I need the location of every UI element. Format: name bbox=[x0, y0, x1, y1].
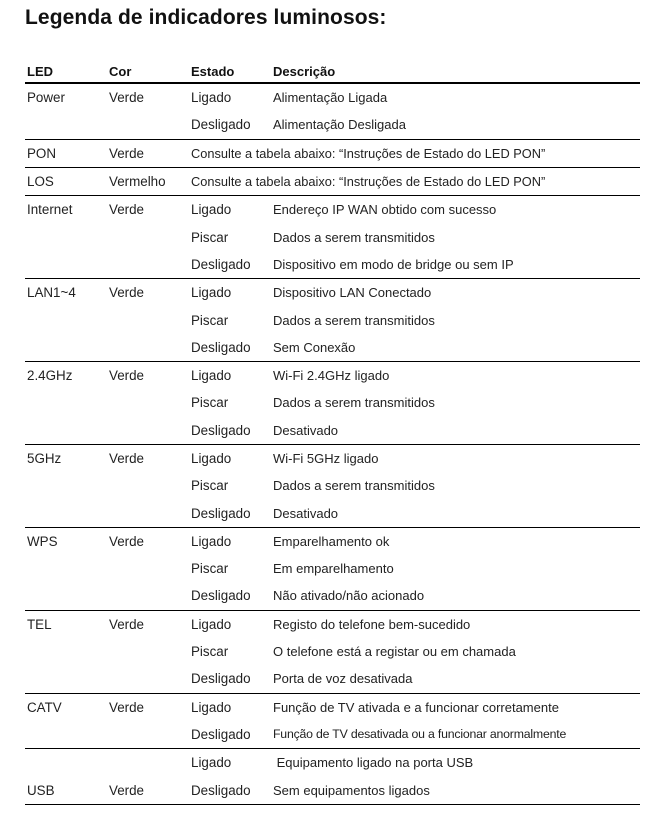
cell-led bbox=[25, 223, 107, 250]
cell-note: Consulte a tabela abaixo: “Instruções de Estado do LED PON” bbox=[189, 167, 640, 195]
cell-descricao: Dispositivo LAN Conectado bbox=[273, 285, 432, 301]
cell-descricao: Registo do telefone bem-sucedido bbox=[273, 616, 471, 632]
cell-led bbox=[25, 111, 107, 139]
cell-led bbox=[25, 389, 107, 416]
cell-descricao: Dispositivo em modo de bridge ou sem IP bbox=[271, 251, 640, 279]
cell-cor: Verde bbox=[109, 616, 144, 632]
cell-cor: Vermelho bbox=[107, 167, 189, 195]
cell-descricao: Alimentação Ligada bbox=[273, 90, 388, 106]
cell-descricao: Wi-Fi 5GHz ligado bbox=[273, 451, 379, 466]
cell-led: LAN1~4 bbox=[27, 285, 76, 301]
cell-estado: Desligado bbox=[189, 499, 271, 527]
cell-descricao: Dados a serem transmitidos bbox=[273, 395, 435, 411]
cell-estado: Piscar bbox=[191, 644, 229, 660]
header-estado: Estado bbox=[189, 60, 271, 83]
cell-led bbox=[25, 721, 107, 749]
cell-descricao: Wi-Fi 2.4GHz ligado bbox=[273, 368, 390, 384]
table-row bbox=[25, 499, 640, 527]
cell-descricao: Função de TV ativada e a funcionar corretamente bbox=[273, 699, 559, 715]
cell-led: LOS bbox=[25, 167, 107, 195]
table-row bbox=[25, 361, 640, 389]
table-row bbox=[25, 555, 640, 582]
cell-cor bbox=[107, 417, 189, 445]
cell-estado: Ligado bbox=[191, 368, 232, 384]
table-row bbox=[25, 638, 640, 665]
cell-estado: Piscar bbox=[191, 229, 229, 245]
cell-cor: Verde bbox=[109, 699, 144, 715]
cell-cor bbox=[107, 389, 189, 416]
cell-led bbox=[25, 306, 107, 333]
cell-estado: Ligado bbox=[191, 90, 232, 106]
table-row bbox=[25, 472, 640, 499]
table-row bbox=[25, 334, 640, 362]
led-legend-table bbox=[25, 60, 640, 805]
cell-cor: Verde bbox=[109, 533, 144, 549]
cell-led: USB bbox=[25, 776, 107, 804]
cell-led bbox=[25, 638, 107, 665]
cell-led: TEL bbox=[27, 616, 52, 632]
cell-descricao: Emparelhamento ok bbox=[273, 533, 390, 549]
cell-estado: Desligado bbox=[189, 334, 271, 362]
cell-descricao: Dados a serem transmitidos bbox=[273, 312, 435, 328]
cell-estado: Ligado bbox=[191, 202, 232, 218]
table-row bbox=[25, 251, 640, 279]
cell-descricao: Em emparelhamento bbox=[273, 561, 394, 577]
cell-led bbox=[25, 334, 107, 362]
table-row bbox=[25, 776, 640, 804]
cell-led: Internet bbox=[27, 202, 73, 218]
cell-estado: Ligado bbox=[191, 616, 232, 632]
table-row bbox=[25, 444, 640, 472]
cell-cor bbox=[107, 638, 189, 665]
cell-descricao: Função de TV desativada ou a funcionar anormalmente bbox=[271, 721, 640, 749]
cell-estado: Piscar bbox=[191, 395, 229, 411]
header-led: LED bbox=[25, 60, 107, 83]
cell-cor: Verde bbox=[107, 139, 189, 167]
table-row bbox=[25, 389, 640, 416]
table-row bbox=[25, 111, 640, 139]
cell-cor bbox=[107, 749, 189, 777]
cell-led: Power bbox=[27, 90, 65, 106]
cell-led: 5GHz bbox=[27, 451, 62, 466]
cell-descricao: Porta de voz desativada bbox=[271, 665, 640, 693]
table-row bbox=[25, 139, 640, 167]
cell-cor bbox=[107, 582, 189, 610]
cell-cor: Verde bbox=[107, 776, 189, 804]
cell-estado: Desligado bbox=[189, 251, 271, 279]
cell-led: PON bbox=[25, 139, 107, 167]
table-header-row bbox=[25, 60, 640, 83]
table-row bbox=[25, 306, 640, 333]
cell-descricao: Dados a serem transmitidos bbox=[273, 229, 435, 245]
cell-cor bbox=[107, 555, 189, 582]
cell-cor: Verde bbox=[109, 285, 144, 301]
cell-estado: Desligado bbox=[189, 665, 271, 693]
cell-estado: Piscar bbox=[191, 478, 229, 494]
cell-cor bbox=[107, 721, 189, 749]
cell-descricao: Endereço IP WAN obtido com sucesso bbox=[273, 202, 497, 218]
cell-descricao: Sem equipamentos ligados bbox=[271, 776, 640, 804]
cell-led bbox=[25, 555, 107, 582]
cell-cor: Verde bbox=[109, 202, 144, 218]
cell-descricao: Dados a serem transmitidos bbox=[273, 478, 435, 494]
cell-led bbox=[25, 749, 107, 777]
cell-led bbox=[25, 582, 107, 610]
cell-estado: Ligado bbox=[191, 285, 232, 301]
cell-cor: Verde bbox=[109, 90, 144, 106]
table-row bbox=[25, 665, 640, 693]
cell-descricao: O telefone está a registar ou em chamada bbox=[273, 644, 516, 660]
table-row bbox=[25, 582, 640, 610]
cell-descricao: Desativado bbox=[271, 417, 640, 445]
table-row bbox=[25, 279, 640, 307]
cell-cor bbox=[107, 665, 189, 693]
cell-cor bbox=[107, 472, 189, 499]
cell-cor: Verde bbox=[109, 368, 144, 384]
table-row bbox=[25, 223, 640, 250]
cell-led bbox=[25, 665, 107, 693]
cell-cor bbox=[107, 251, 189, 279]
page-title: Legenda de indicadores luminosos: bbox=[25, 6, 387, 29]
cell-cor bbox=[107, 111, 189, 139]
cell-descricao: Sem Conexão bbox=[271, 334, 640, 362]
cell-descricao: Alimentação Desligada bbox=[271, 111, 640, 139]
cell-led: WPS bbox=[27, 533, 58, 549]
cell-descricao: Não ativado/não acionado bbox=[271, 582, 640, 610]
cell-descricao: Equipamento ligado na porta USB bbox=[273, 755, 474, 771]
cell-cor bbox=[107, 334, 189, 362]
cell-led: CATV bbox=[27, 699, 62, 715]
cell-led: 2.4GHz bbox=[27, 368, 73, 384]
header-descricao: Descrição bbox=[271, 60, 640, 83]
cell-estado: Piscar bbox=[191, 312, 229, 328]
table-row bbox=[25, 610, 640, 638]
table-row bbox=[25, 83, 640, 111]
cell-led bbox=[25, 499, 107, 527]
cell-estado: Desligado bbox=[189, 776, 271, 804]
cell-estado: Ligado bbox=[191, 451, 232, 466]
cell-led bbox=[25, 472, 107, 499]
table-row bbox=[25, 196, 640, 224]
cell-estado: Piscar bbox=[191, 561, 229, 577]
cell-estado: Desligado bbox=[189, 111, 271, 139]
table-row bbox=[25, 721, 640, 749]
header-cor: Cor bbox=[107, 60, 189, 83]
cell-note: Consulte a tabela abaixo: “Instruções de Estado do LED PON” bbox=[189, 139, 640, 167]
cell-estado: Desligado bbox=[189, 582, 271, 610]
table-row bbox=[25, 749, 640, 777]
table-row bbox=[25, 527, 640, 555]
cell-estado: Desligado bbox=[189, 721, 271, 749]
cell-cor: Verde bbox=[109, 451, 144, 466]
cell-estado: Desligado bbox=[189, 417, 271, 445]
table-row bbox=[25, 693, 640, 721]
cell-estado: Ligado bbox=[191, 699, 232, 715]
cell-estado: Ligado bbox=[191, 533, 232, 549]
cell-cor bbox=[107, 223, 189, 250]
cell-led bbox=[25, 251, 107, 279]
cell-cor bbox=[107, 306, 189, 333]
cell-led bbox=[25, 417, 107, 445]
cell-descricao: Desativado bbox=[271, 499, 640, 527]
cell-estado: Ligado bbox=[191, 755, 232, 771]
table-row bbox=[25, 417, 640, 445]
table-row bbox=[25, 167, 640, 195]
cell-cor bbox=[107, 499, 189, 527]
